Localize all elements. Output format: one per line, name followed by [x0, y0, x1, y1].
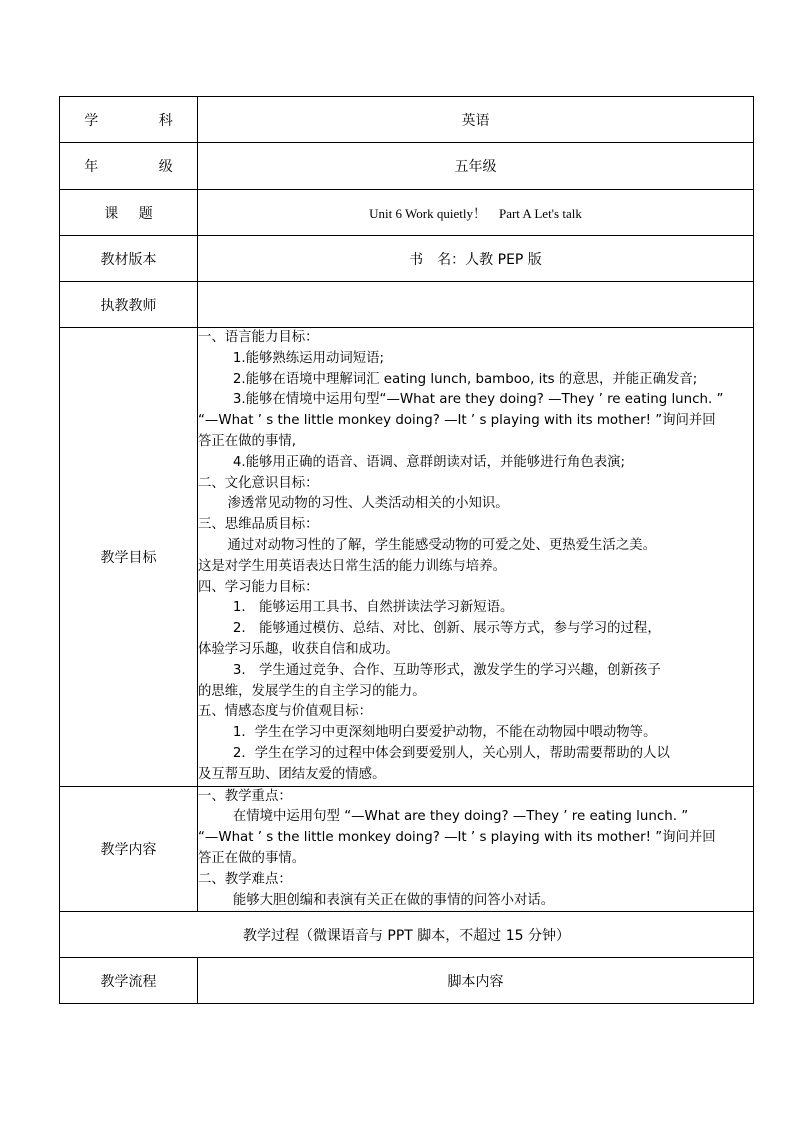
goal-line: 渗透常见动物的习性、人类活动相关的小知识。: [227, 496, 509, 512]
flow-label: 教学流程: [60, 958, 198, 1004]
goal-line: 3. 学生通过竞争、合作、互助等形式，激发学生的学习兴趣，创新孩子: [232, 662, 661, 678]
row-goals: [60, 328, 754, 787]
goals-heading-learning: 四、学习能力目标：: [198, 579, 319, 595]
goal-line: 体验学习乐趣，收获自信和成功。: [198, 641, 399, 657]
process-header: 教学过程（微课语音与 PPT 脚本，不超过 15 分钟）: [60, 912, 754, 958]
content-heading-difficulty: 二、教学难点：: [198, 871, 292, 887]
goal-line: 2.能够在语境中理解词汇 eating lunch, bamboo, its 的意思，并能正确发音;: [232, 371, 698, 387]
goal-line: 2. 能够通过模仿、总结、对比、创新、展示等方式，参与学习的过程，: [232, 621, 661, 637]
subject-label: [60, 97, 201, 143]
row-teacher: [60, 282, 754, 328]
goal-line: 1.能够熟练运用动词短语;: [232, 350, 385, 366]
row-edition: [60, 236, 754, 282]
content-body: [198, 786, 754, 912]
row-subject: [60, 97, 754, 143]
goal-line: 的思维，发展学生的自主学习的能力。: [198, 683, 426, 699]
goal-line: 答正在做的事情,: [198, 433, 296, 449]
goals-heading-thinking: 三、思维品质目标：: [198, 517, 319, 533]
goal-line: 通过对动物习性的了解，学生能感受动物的可爱之处、更热爱生活之美。: [227, 537, 656, 553]
edition-value: 书 名：人教 PEP 版: [198, 236, 754, 282]
row-process: [60, 912, 754, 958]
row-grade: [60, 143, 754, 190]
goal-line: 这是对学生用英语表达日常生活的能力训练与培养。: [198, 558, 506, 574]
grade-label: [60, 143, 201, 190]
content-line: 答正在做的事情。: [198, 850, 306, 866]
grade-label-text: 年 级: [84, 159, 201, 175]
grade-value: 五年级: [198, 143, 754, 190]
goal-line: 1. 能够运用工具书、自然拼读法学习新短语。: [232, 600, 514, 616]
subject-value: 英语: [198, 97, 754, 143]
content-line: “—What ’ s the little monkey doing? —It ’ s playing with its mother! ”询问并回: [198, 830, 716, 846]
subject-label-text: 学 科: [84, 112, 201, 129]
goal-line: 1．学生在学习中更深刻地明白要爱护动物，不能在动物园中喂动物等。: [232, 725, 657, 741]
row-topic: [60, 190, 754, 236]
row-flow: [60, 958, 754, 1004]
goals-heading-language: 一、语言能力目标：: [198, 330, 319, 345]
lesson-plan-table: [59, 96, 754, 1004]
edition-label: 教材版本: [60, 236, 198, 282]
content-label: 教学内容: [60, 786, 198, 912]
goal-line: 4.能够用正确的语音、语调、意群朗读对话，并能够进行角色表演;: [232, 454, 626, 470]
goal-line: 及互帮互助、团结友爱的情感。: [198, 766, 386, 782]
goals-heading-emotion: 五、情感态度与价值观目标：: [198, 704, 373, 720]
content-line: 在情境中运用句型 “—What are they doing? —They ’ re eating lunch. ”: [232, 809, 689, 825]
topic-label: [60, 190, 198, 236]
goal-line: 2．学生在学习的过程中体会到要爱别人，关心别人，帮助需要帮助的人以: [232, 745, 670, 761]
content-heading-key: 一、教学重点：: [198, 788, 292, 804]
row-content: [60, 786, 754, 912]
topic-label-text: 课 题: [104, 205, 161, 222]
goal-line: “—What ’ s the little monkey doing? —It ’ s playing with its mother! ”询问并回: [198, 413, 716, 429]
goals-heading-culture: 二、文化意识目标：: [198, 475, 319, 491]
flow-value: 脚本内容: [198, 958, 754, 1004]
goals-label: 教学目标: [60, 328, 198, 787]
topic-value: Unit 6 Work quietly！ Part A Let's talk: [198, 190, 754, 236]
goal-line: 3.能够在情境中运用句型“—What are they doing? —They ’ re eating lunch. ”: [232, 392, 724, 408]
teacher-label: 执教教师: [60, 282, 198, 328]
goals-body: [198, 328, 754, 787]
content-line: 能够大胆创编和表演有关正在做的事情的问答小对话。: [232, 892, 555, 908]
teacher-value: [198, 282, 754, 328]
